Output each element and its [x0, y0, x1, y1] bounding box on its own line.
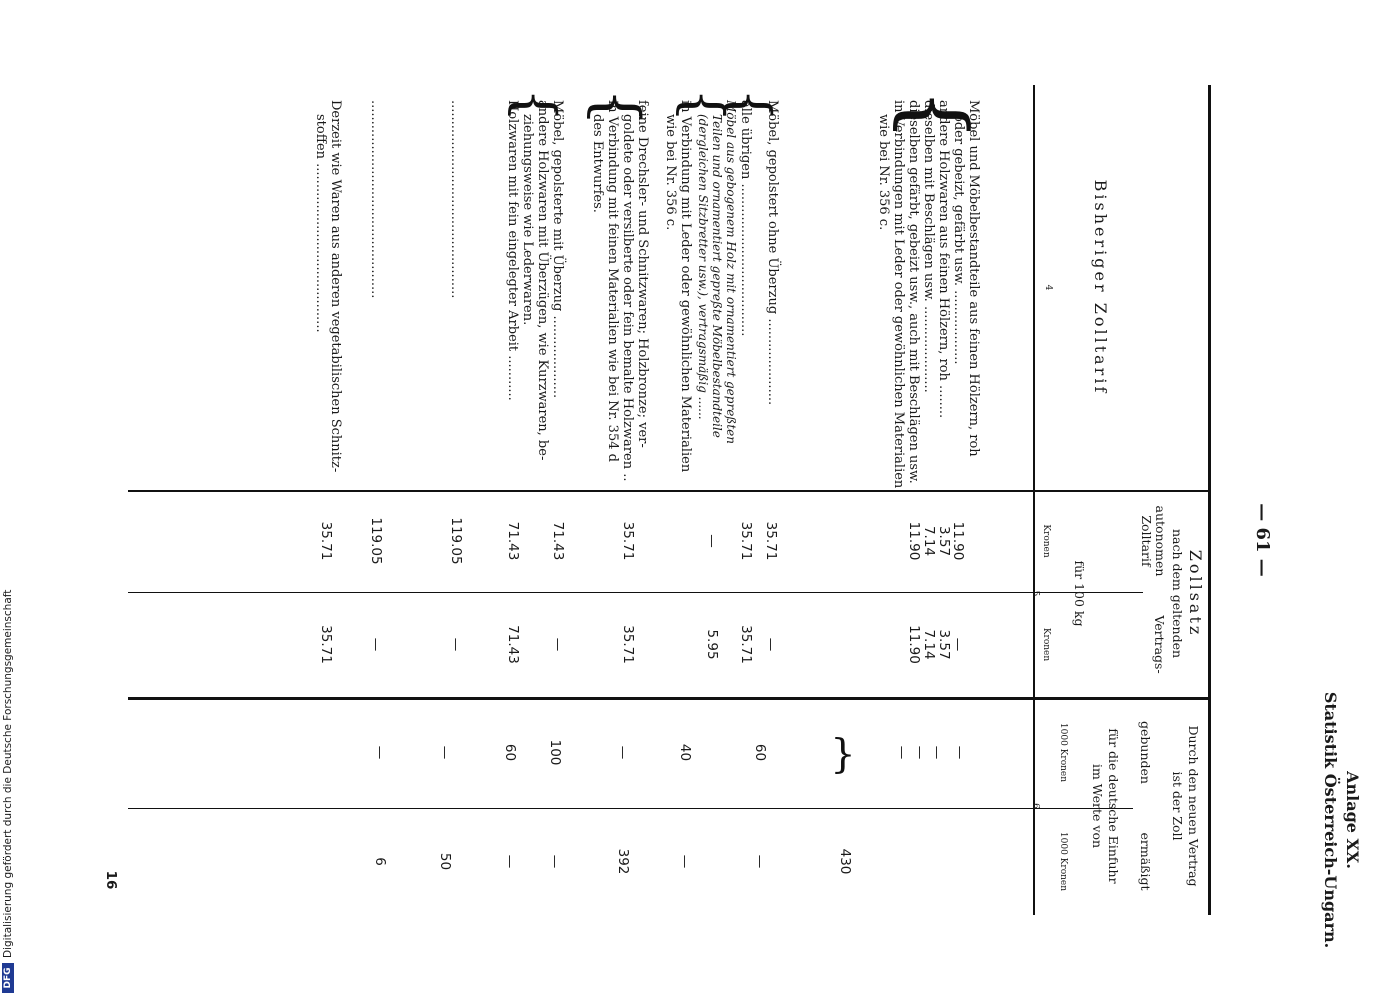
- table-row-desc: andere Holzwaren mit Überzügen, wie Kurzwaren, be- ziehungsweise wie Lederwaren.: [520, 100, 550, 461]
- cell-autonomous: 3.57: [936, 525, 952, 557]
- cell-treaty: 35.71: [620, 625, 636, 664]
- cell-autonomous: 119.05: [368, 517, 384, 565]
- annex-title-line1: Anlage XX.: [1343, 771, 1362, 869]
- cell-bound: —: [894, 745, 910, 760]
- col6-line4: für die deutsche Einfuhr: [1106, 728, 1121, 884]
- col5-autonomous-label: autonomen Zolltarif: [1139, 505, 1168, 577]
- col6-bound-label: gebunden: [1138, 721, 1153, 784]
- cell-treaty: 71.43: [505, 625, 521, 664]
- table-row-desc: Derzeit wie Waren aus anderen vegetabilischen Schnitz- stoffen .........................................: [313, 100, 343, 473]
- cell-treaty: 35.71: [318, 625, 334, 664]
- col5-subtitle: nach dem geltenden: [1170, 528, 1185, 659]
- cell-reduced: —: [752, 854, 768, 869]
- cell-treaty: —: [550, 637, 566, 652]
- cell-autonomous: 71.43: [550, 521, 566, 561]
- table-row-desc: Holzwaren mit fein eingelegter Arbeit ...........: [505, 100, 520, 401]
- footer-text: Digitalisierung gefördert durch die Deutsche Forschungsgemeinschaft: [2, 589, 14, 958]
- cell-autonomous: 7.14: [921, 525, 937, 557]
- col5-sub-rule: [1142, 592, 1143, 593]
- page-number: — 61 —: [1252, 503, 1273, 577]
- cell-reduced: —: [547, 854, 563, 869]
- cell-reduced: —: [677, 854, 693, 869]
- col5-treaty-label: Vertrags-: [1152, 615, 1167, 674]
- cell-bound: 60: [502, 743, 518, 762]
- cell-autonomous: 119.05: [448, 517, 464, 565]
- table-row-desc: Möbel und Möbelbestandteile aus feinen Hölzern, roh oder gebeizt, gefärbt usw. ..................: [951, 100, 981, 457]
- cell-bound: —: [929, 745, 945, 760]
- cell-treaty: —: [763, 637, 779, 652]
- col6-reduced-label: ermäßigt: [1138, 832, 1153, 891]
- table-row-desc: in Verbindung mit Leder oder gewöhnlichen Materialien wie bei Nr. 356 c.: [663, 100, 693, 473]
- cell-autonomous: 35.71: [738, 521, 754, 561]
- cell-treaty: 5.95: [704, 629, 720, 660]
- group-brace: {: [582, 88, 652, 127]
- col5-per-unit: für 100 kg: [1072, 560, 1087, 627]
- col6-line1: Durch den neuen Vertrag: [1186, 725, 1201, 887]
- cell-treaty: 11.90: [906, 625, 922, 664]
- col6-unit-reduced: 1000 Kronen: [1058, 831, 1068, 892]
- cell-bound: 100: [547, 739, 563, 766]
- group-brace: {: [887, 88, 985, 142]
- cell-autonomous: 35.71: [318, 521, 334, 561]
- group-brace: {: [719, 88, 782, 123]
- table-row-desc: Möbel aus gebogenem Holz mit ornamentiert gepreßten Teilen und ornamentiert gepreßte Möbelbestandteile (dergleichen Sitzbretter usw.), vertragsmäßig ......: [696, 100, 738, 444]
- combined-value: 430: [837, 848, 853, 875]
- cell-autonomous: —: [704, 534, 720, 548]
- annex-title-line2: Statistik Österreich-Ungarn.: [1321, 691, 1340, 949]
- cell-reduced: 50: [437, 852, 453, 871]
- col5-unit-treaty: Kronen: [1041, 627, 1051, 662]
- col6-line2: ist der Zoll: [1170, 771, 1185, 841]
- cell-bound: —: [912, 745, 928, 760]
- cell-treaty: —: [368, 637, 384, 652]
- table-row-desc: ................................................: [448, 100, 463, 299]
- table-row-desc: alle übrigen .....................................: [738, 100, 753, 337]
- col4-title: Bisheriger Zolltarif: [1091, 179, 1110, 396]
- col5-unit-autonomous: Kronen: [1041, 524, 1051, 558]
- table-top-rule: [1208, 85, 1211, 915]
- cell-autonomous: 35.71: [763, 521, 779, 561]
- cell-reduced: 392: [615, 848, 631, 875]
- annex-title: [1319, 640, 1363, 1000]
- cell-treaty: —: [950, 637, 966, 652]
- cell-bound: 40: [677, 743, 693, 762]
- table-row-desc: ................................................: [368, 100, 383, 299]
- dfg-logo: DFG: [2, 963, 14, 993]
- bottom-number: 16: [103, 870, 119, 890]
- table-row-desc: feine Drechsler- und Schnitzwaren; Holzbronze; ver- goldete oder versilberte oder fein bemalte Holzwaren .. in Verbindung mit feinen Materialien wie bei Nr. 354 d des Entwurfes.: [590, 100, 650, 482]
- col5-split-rule: [128, 592, 1143, 593]
- col5-number: 5: [1030, 590, 1040, 597]
- cell-reduced: —: [502, 854, 518, 869]
- cell-treaty: 35.71: [738, 625, 754, 664]
- cell-autonomous: 11.90: [906, 521, 922, 561]
- cell-bound: 60: [752, 743, 768, 762]
- table-row-desc: dieselben mit Beschlägen usw. .....................: [921, 100, 936, 393]
- table-row-desc: dieselben gefärbt, gebeizt usw., auch mit Beschlägen usw. in Verbindungen mit Leder oder gewöhnlichen Materialien wie bei Nr. 356 c.: [876, 100, 921, 489]
- table-row-desc: Möbel, gepolstert ohne Überzug .....................: [765, 100, 780, 406]
- col5-col6-rule: [128, 697, 1211, 700]
- col5-title: Zollsatz: [1186, 549, 1205, 638]
- cell-bound: —: [437, 745, 453, 760]
- cell-bound: —: [952, 745, 968, 760]
- group-brace: {: [504, 88, 567, 123]
- cell-treaty: 3.57: [936, 629, 952, 660]
- cell-autonomous: 35.71: [620, 521, 636, 561]
- combined-brace: }: [830, 731, 856, 778]
- cell-autonomous: 71.43: [505, 521, 521, 561]
- cell-reduced: 6: [372, 857, 388, 866]
- col4-number: 4: [1043, 284, 1053, 291]
- cell-treaty: —: [448, 637, 464, 652]
- col6-line5: im Werte von: [1090, 763, 1105, 849]
- cell-bound: —: [372, 745, 388, 760]
- group-brace: {: [672, 88, 735, 123]
- col6-unit-bound: 1000 Kronen: [1058, 722, 1068, 783]
- cell-autonomous: 11.90: [950, 521, 966, 561]
- cell-treaty: 7.14: [921, 629, 937, 660]
- table-row-desc: Möbel, gepolsterte mit Überzug ....................: [550, 100, 565, 399]
- table-row-desc: andere Holzwaren aus feinen Hölzern, roh ........: [936, 100, 951, 419]
- cell-bound: —: [615, 745, 631, 760]
- col6-number: 6: [1030, 803, 1040, 809]
